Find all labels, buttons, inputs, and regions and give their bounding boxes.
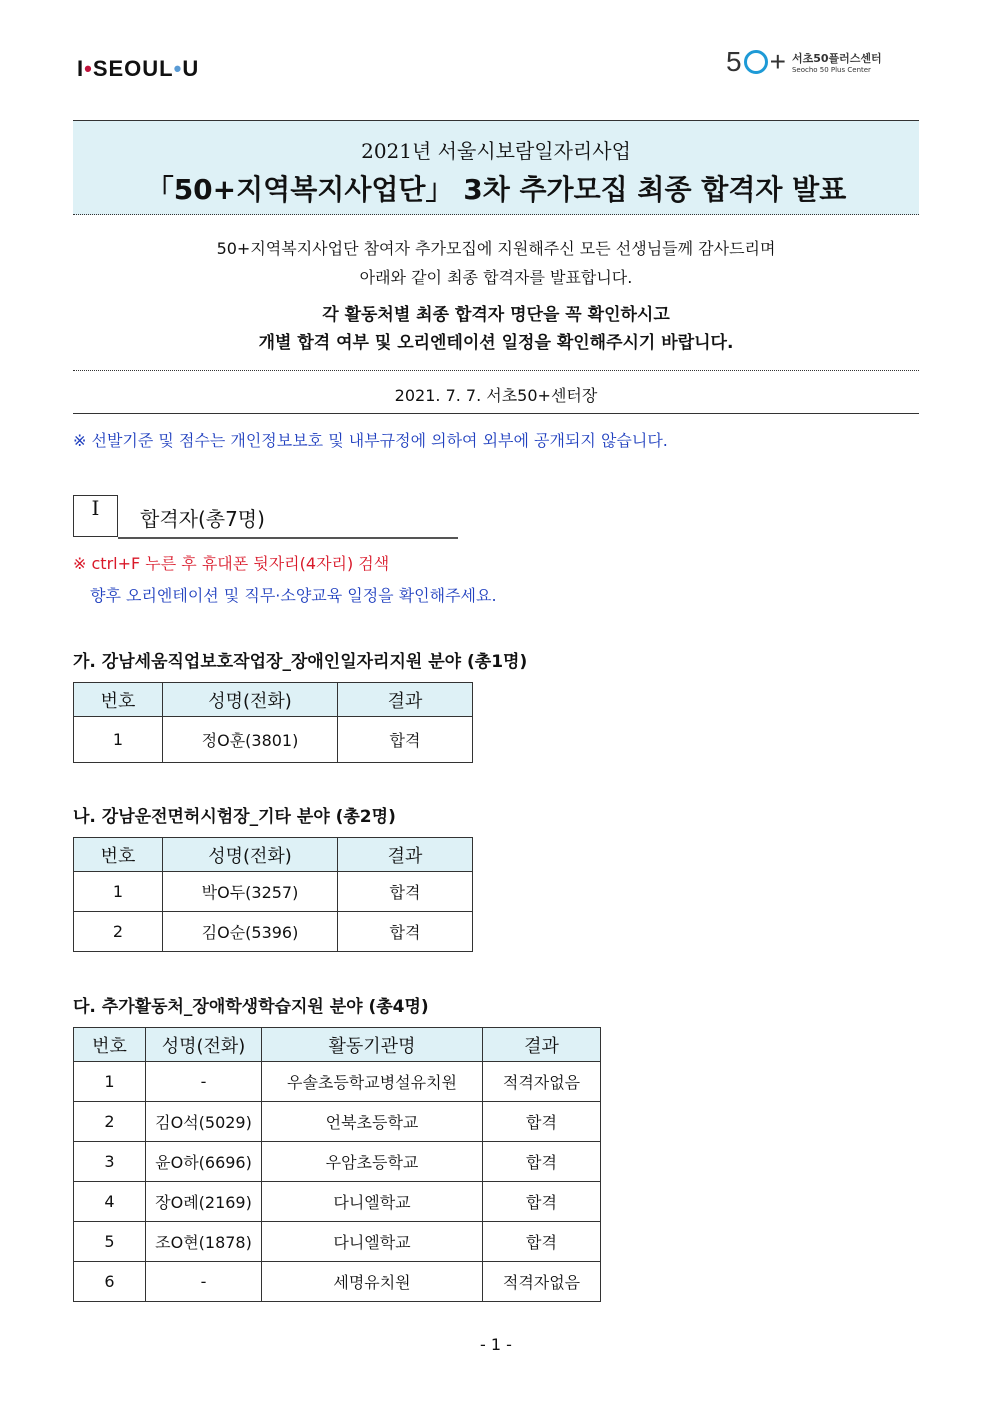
table-row: 1 정O훈(3801) 합격 [74,717,473,763]
search-note: ※ ctrl+F 누른 후 휴대폰 뒷자리(4자리) 검색 [73,554,390,573]
column-header: 결과 [483,1028,601,1062]
table-row: 2 김O순(5396) 합격 [74,912,473,952]
title-banner [73,120,919,215]
schedule-note: 향후 오리엔테이션 및 직무·소양교육 일정을 확인해주세요. [90,586,497,605]
table-row: 6 - 세명유치원 적격자없음 [74,1262,601,1302]
table-heading: 다. 추가활동처_장애학생학습지원 분야 (총4명) [73,997,429,1017]
section-title: 합격자(총7명) [140,507,265,531]
table-heading: 가. 강남세움직업보호작업장_장애인일자리지원 분야 (총1명) [73,652,528,672]
column-header: 번호 [74,683,163,717]
table-row: 4 장O례(2169) 다니엘학교 합격 [74,1182,601,1222]
divider [73,413,919,414]
section-number: I [73,495,118,537]
results-table-a [73,682,473,763]
bold-line: 각 활동처별 최종 합격자 명단을 꼭 확인하시고 [322,305,670,325]
table-heading: 나. 강남운전면허시험장_기타 분야 (총2명) [73,807,396,827]
column-header: 성명(전화) [163,838,338,872]
table-row: 1 - 우솔초등학교병설유치원 적격자없음 [74,1062,601,1102]
results-table-b [73,837,473,952]
privacy-notice: ※ 선발기준 및 점수는 개인정보보호 및 내부규정에 의하여 외부에 공개되지 않습니다. [73,431,668,450]
column-header: 활동기관명 [262,1028,483,1062]
divider [73,370,919,371]
results-table-c [73,1027,601,1302]
table-row: 5 조O현(1878) 다니엘학교 합격 [74,1222,601,1262]
title-line2: 「50+지역복지사업단」 3차 추가모집 최종 합격자 발표 [145,173,847,206]
column-header: 번호 [74,838,163,872]
seoul-logo: I•SEOUL•U [77,56,200,81]
table-row: 2 김O석(5029) 언북초등학교 합격 [74,1102,601,1142]
column-header: 결과 [338,683,473,717]
table-row: 1 박O두(3257) 합격 [74,872,473,912]
intro-line: 아래와 같이 최종 합격자를 발표합니다. [359,268,633,287]
column-header: 번호 [74,1028,146,1062]
intro-line: 50+지역복지사업단 참여자 추가모집에 지원해주신 모든 선생님들께 감사드리며 [216,239,776,258]
date-line: 2021. 7. 7. 서초50+센터장 [394,386,598,405]
table-row: 3 윤O하(6696) 우암초등학교 합격 [74,1142,601,1182]
section-underline [118,537,458,539]
column-header: 성명(전화) [146,1028,262,1062]
seocho-50plus-logo: 5 + 서초50플러스센터 Seocho 50 Plus Center [726,46,882,77]
column-header: 성명(전화) [163,683,338,717]
bold-line: 개별 합격 여부 및 오리엔테이션 일정을 확인해주시기 바랍니다. [258,333,734,353]
ring-icon [744,50,768,74]
page-number: - 1 - [480,1335,512,1354]
title-line1: 2021년 서울시보람일자리사업 [361,139,631,163]
column-header: 결과 [338,838,473,872]
